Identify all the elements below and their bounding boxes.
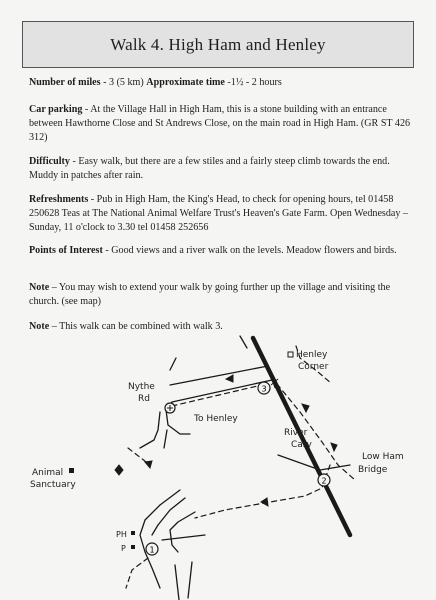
nythe-road-label-2: Rd [138, 394, 150, 404]
refreshments-label: Refreshments [29, 194, 89, 205]
refreshments-text: - Pub in High Ham, the King's Head, to check for opening hours, tel 01458 250628 Teas at The National Animal Welfare Trust's Heaven's Gate Farm. Open Wednesday – Sunday, 11 o'clock to 3.30 tel 01458 252656 [29, 194, 408, 233]
henley-road-north [170, 366, 268, 385]
henley-corner-label-1: Henley [296, 350, 328, 360]
miles-value: - 3 (5 km) [100, 77, 147, 88]
lane-to-south [164, 430, 167, 448]
village-loop [170, 512, 195, 552]
nythe-road-label-1: Nythe [128, 382, 155, 392]
time-value: -1½ - 2 hours [224, 77, 282, 88]
sanctuary-building-icon [69, 468, 74, 473]
low-ham-bridge-label-1: Low Ham [362, 452, 404, 462]
arrow-south-1 [302, 404, 309, 412]
parking-label: P [121, 544, 126, 553]
parking-label: Car parking [29, 104, 83, 115]
parking-icon [131, 545, 135, 549]
miles-label: Number of miles [29, 77, 101, 88]
parking-text: - At the Village Hall in High Ham, this is a stone building with an entrance between Hawthorne Close and St Andrews Close, on the main road in High Ham. (GR ST 426 312) [29, 104, 411, 143]
village-road-south2 [188, 562, 192, 598]
time-label: Approximate time [146, 77, 225, 88]
footpath-top [240, 336, 247, 348]
stop-1-number: 1 [149, 545, 155, 555]
difficulty-label: Difficulty [29, 156, 70, 167]
pub-label: PH [116, 530, 127, 539]
interest-label: Points of Interest [29, 245, 103, 256]
miles-section [29, 76, 413, 90]
stop-3-number: 3 [261, 384, 267, 394]
stop-2-number: 2 [321, 476, 327, 486]
difficulty-section [29, 155, 413, 183]
interest-section [29, 244, 413, 258]
nythe-road-north [170, 358, 176, 370]
parking-section [29, 103, 413, 145]
henley-corner-label-2: Corner [298, 362, 329, 372]
henley-road-south [172, 380, 272, 402]
interest-text: - Good views and a river walk on the levels. Meadow flowers and birds. [102, 245, 397, 256]
low-ham-bridge-label-2: Bridge [358, 465, 388, 475]
note2-label: Note [29, 321, 50, 332]
to-henley-label: To Henley [194, 414, 238, 424]
note2-text: – This walk can be combined with walk 3. [49, 321, 223, 332]
river-cary-label-2: Cary [291, 440, 312, 450]
henley-corner-building-icon [288, 352, 293, 357]
page-title: Walk 4. High Ham and Henley [110, 34, 326, 54]
arrow-west [226, 375, 233, 382]
route-henley-road [172, 384, 266, 406]
pub-icon [131, 531, 135, 535]
title-box [22, 21, 414, 68]
village-cross-road [162, 535, 205, 540]
difficulty-text: - Easy walk, but there are a few stiles and a fairly steep climb towards the end. Muddy in patches after rain. [29, 156, 390, 181]
village-road-inner [152, 498, 185, 535]
note1-label: Note [29, 282, 50, 293]
note1-text: – You may wish to extend your walk by going further up the village and visiting the church. (see map) [29, 282, 391, 307]
route-village [126, 558, 148, 588]
village-road-south [175, 565, 179, 600]
arrow-south-2 [331, 443, 337, 451]
refreshments-section [29, 193, 413, 235]
note1-section [29, 281, 413, 309]
river-cary-label-1: River [284, 428, 308, 438]
animal-sanctuary-label-1: Animal [32, 468, 64, 478]
nythe-road-west [140, 412, 160, 448]
arrow-sanctuary [145, 461, 152, 468]
sanctuary-marker [115, 465, 123, 475]
arrow-west-2 [261, 498, 268, 506]
route-fields [195, 465, 330, 518]
animal-sanctuary-label-2: Sanctuary [30, 480, 76, 490]
